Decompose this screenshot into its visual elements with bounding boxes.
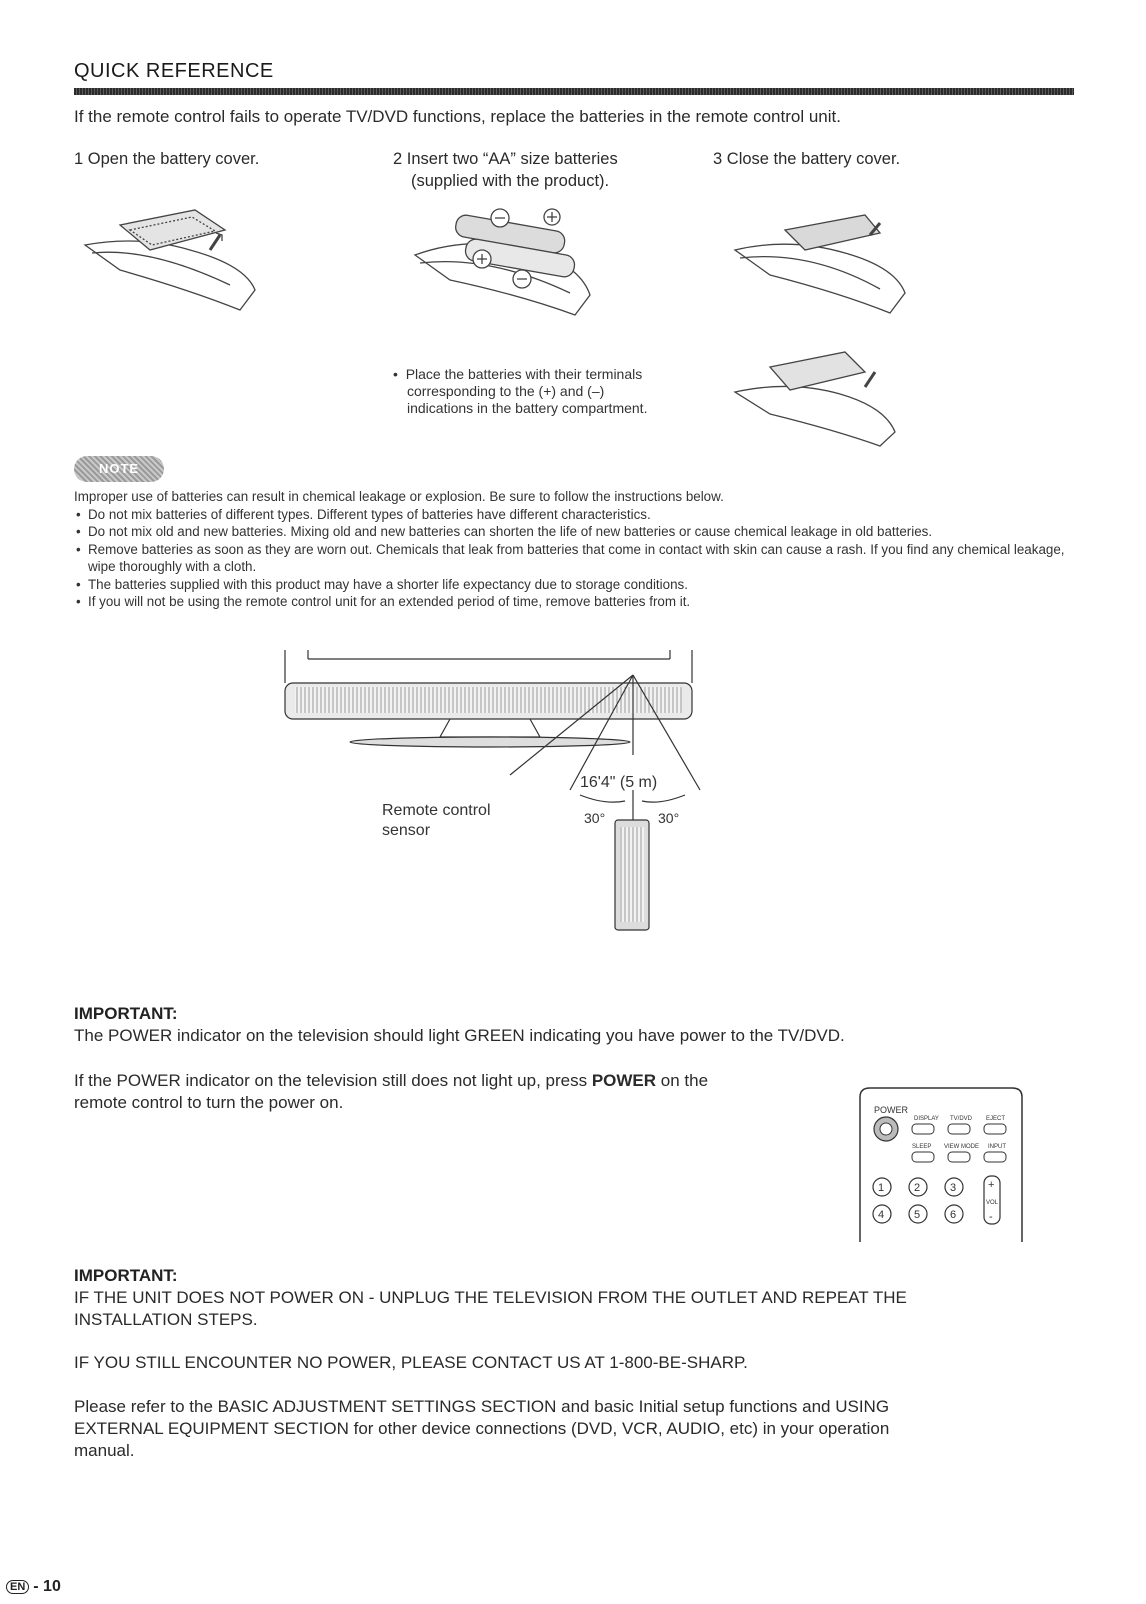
vol-plus-icon: + — [988, 1179, 995, 1191]
num-label-1: 1 — [878, 1182, 885, 1194]
important-text-2 — [74, 1070, 834, 1114]
note-item: • If you will not be using the remote control unit for an extended period of time, remove batteries from it. — [74, 593, 1074, 611]
battery-tip: • Place the batteries with their terminals corresponding to the (+) and (–) indications in the battery compartment. — [393, 366, 648, 416]
battery-tip-line-1: Place the batteries with their terminals — [405, 366, 643, 382]
note-section — [74, 488, 1074, 611]
language-badge: EN — [6, 1580, 29, 1594]
display-label: DISPLAY — [914, 1116, 939, 1122]
remote-close-cover-illustration — [730, 195, 910, 315]
remote-open-cover-illustration — [80, 195, 260, 315]
note-item: • Remove batteries as soon as they are worn out. Chemicals that leak from batteries that come in contact with skin can cause a rash. If you find any chemical leakage, wipe thoroughly with a cloth. — [74, 541, 1074, 576]
refer-block — [74, 1396, 889, 1462]
angle-left-label: 30° — [584, 810, 606, 826]
sleep-label: SLEEP — [912, 1144, 932, 1150]
power-label: POWER — [874, 1105, 909, 1115]
sleep-button — [912, 1152, 934, 1162]
remote-power-panel — [852, 1082, 1032, 1247]
display-button — [912, 1124, 934, 1134]
note-item: • Do not mix batteries of different types. Different types of batteries have different characteristics. — [74, 506, 1074, 524]
intro-text: If the remote control fails to operate TV/DVD functions, replace the batteries in the remote control unit. — [74, 107, 841, 126]
power-instruction-a: If the POWER indicator on the television still does not light up, press — [74, 1071, 588, 1090]
page-number: - 10 — [33, 1578, 61, 1595]
sensor-label-1: Remote control — [382, 802, 491, 819]
angle-right-label: 30° — [658, 810, 680, 826]
tv-stand — [350, 737, 630, 747]
power-instruction-b: on the — [660, 1071, 709, 1090]
viewmode-button — [948, 1152, 970, 1162]
viewmode-label: VIEW MODE — [944, 1144, 980, 1150]
step-2-number: 2 — [393, 150, 403, 168]
remote-sensor-diagram — [280, 645, 730, 955]
note-intro: Improper use of batteries can result in chemical leakage or explosion. Be sure to follow the instructions below. — [74, 489, 724, 504]
battery-tip-line-3: indications in the battery compartment. — [407, 400, 648, 416]
refer-line-2: EXTERNAL EQUIPMENT SECTION for other device connections (DVD, VCR, AUDIO, etc) in your operation — [74, 1419, 890, 1438]
page-title: QUICK REFERENCE — [74, 60, 274, 82]
num-label-4: 4 — [878, 1209, 885, 1221]
important-line-1: IF THE UNIT DOES NOT POWER ON - UNPLUG THE TELEVISION FROM THE OUTLET AND REPEAT THE — [74, 1288, 907, 1307]
refer-line-1: Please refer to the BASIC ADJUSTMENT SETTINGS SECTION and basic Initial setup functions and USING — [74, 1397, 890, 1416]
sensor-label-2: sensor — [382, 822, 431, 839]
power-instruction-c: remote control to turn the power on. — [74, 1093, 344, 1112]
important-heading-2: IMPORTANT: — [74, 1266, 178, 1285]
num-label-3: 3 — [950, 1182, 957, 1194]
note-item: • Do not mix old and new batteries. Mixing old and new batteries can shorten the life of new batteries or cause chemical leakage in old batteries. — [74, 523, 1074, 541]
power-instruction-bold: POWER — [591, 1071, 657, 1090]
input-button — [984, 1152, 1006, 1162]
battery-detail-illustration — [730, 342, 900, 447]
distance-label: 16'4" (5 m) — [580, 774, 658, 791]
title-rule — [74, 88, 1074, 95]
step-2-text: Insert two “AA” size batteries — [406, 150, 618, 168]
num-label-2: 2 — [914, 1182, 921, 1194]
step-2 — [393, 148, 618, 192]
step-3 — [713, 148, 900, 170]
num-label-6: 6 — [950, 1209, 957, 1221]
page-footer — [6, 1578, 61, 1596]
contact-text: IF YOU STILL ENCOUNTER NO POWER, PLEASE CONTACT US AT 1-800-BE-SHARP. — [74, 1353, 748, 1372]
eject-button — [984, 1124, 1006, 1134]
num-label-5: 5 — [914, 1209, 921, 1221]
input-label: INPUT — [988, 1144, 1006, 1150]
step-3-number: 3 — [713, 150, 723, 168]
step-2-text-2: (supplied with the product). — [411, 172, 610, 190]
step-3-text: Close the battery cover. — [726, 150, 901, 168]
important-text-1: The POWER indicator on the television should light GREEN indicating you have power to the TV/DVD. — [74, 1026, 845, 1045]
important-heading-1: IMPORTANT: — [74, 1004, 178, 1023]
vol-minus-icon: - — [989, 1211, 993, 1223]
battery-tip-line-2: corresponding to the (+) and (–) — [407, 383, 605, 399]
tvdvd-label: TV/DVD — [950, 1116, 973, 1122]
tvdvd-button — [948, 1124, 970, 1134]
vol-label: VOL — [986, 1200, 999, 1206]
note-item: • The batteries supplied with this product may have a shorter life expectancy due to storage conditions. — [74, 576, 1074, 594]
step-1-number: 1 — [74, 150, 84, 168]
refer-line-3: manual. — [74, 1441, 135, 1460]
step-1-text: Open the battery cover. — [87, 150, 260, 168]
important-caps-block — [74, 1287, 907, 1331]
note-badge: NOTE — [74, 456, 164, 482]
step-1 — [74, 148, 259, 170]
eject-label: EJECT — [986, 1116, 1006, 1122]
remote-insert-batteries-illustration — [410, 195, 600, 320]
important-line-2: INSTALLATION STEPS. — [74, 1310, 258, 1329]
